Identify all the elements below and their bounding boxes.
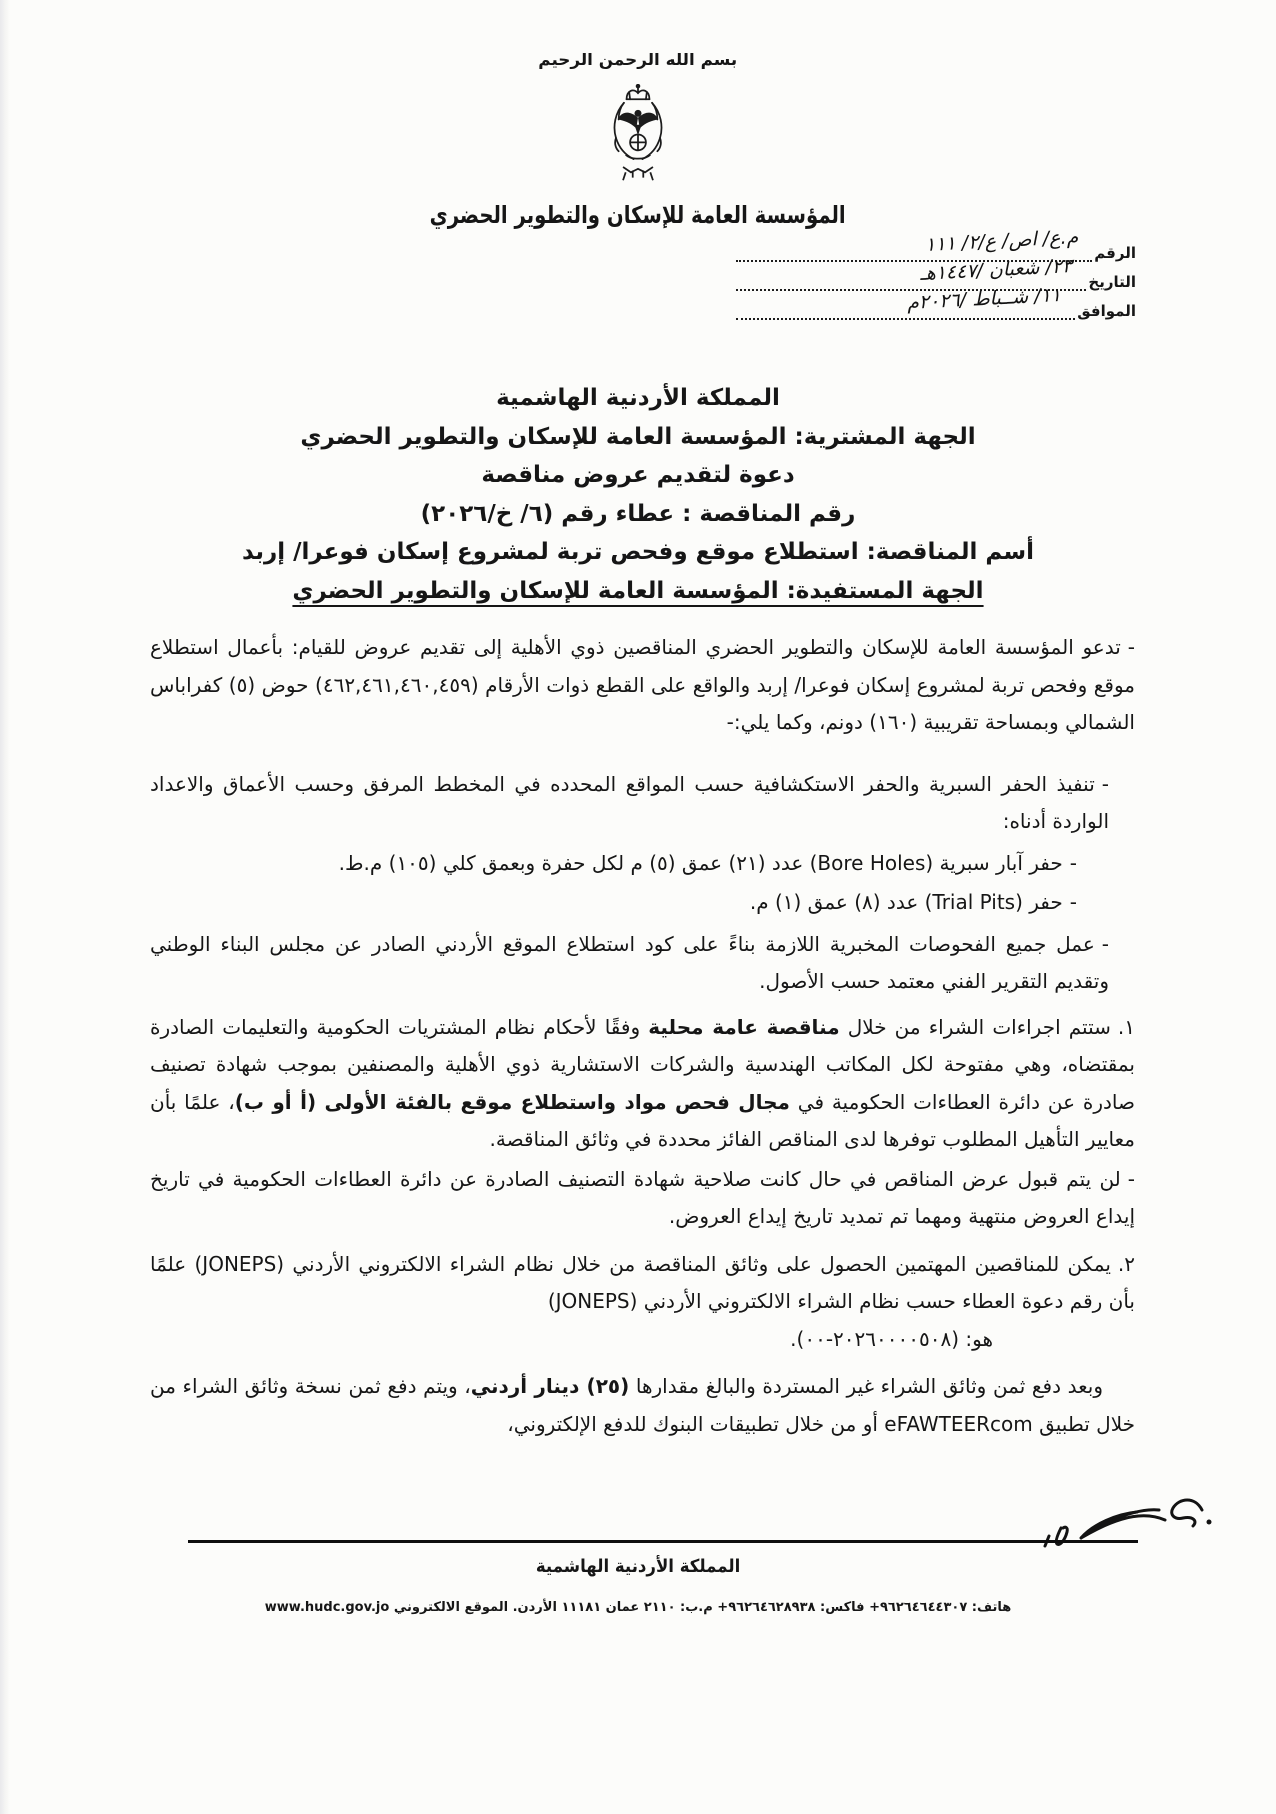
item-number: ٢.	[1117, 1251, 1136, 1276]
classification-note-text: لن يتم قبول عرض المناقص في حال كانت صلاحية شهادة التصنيف الصادرة عن دائرة العطاءات الحكومية في تاريخ إيداع العروض منتهية ومهما تم تمديد تاريخ إيداع العروض.	[150, 1166, 1135, 1228]
joneps-item	[150, 1246, 1135, 1321]
reference-label: الرقم	[1094, 244, 1136, 262]
bullet-dash: -	[1101, 931, 1109, 956]
intro-paragraph	[150, 629, 1135, 742]
footer-contact-line: هاتف: ٩٦٢٦٤٦٤٤٣٠٧+ فاكس: ٩٦٢٦٤٦٢٨٩٣٨+ م.ب: ٢١١٠ عمان ١١١٨١ الأردن. الموقع الالكتروني www.hudc.gov.jo	[264, 1600, 1012, 1615]
payment-paragraph	[150, 1368, 1135, 1443]
reference-label: الموافق	[1077, 302, 1136, 320]
reference-block	[736, 226, 1136, 320]
lab-tests-text: عمل جميع الفحوصات المخبرية اللازمة بناءً على كود استطلاع الموقع الأردني الصادر عن مجلس البناء الوطني وتقديم التقرير الفني معتمد حسب الأصول.	[150, 931, 1109, 993]
intro-text: تدعو المؤسسة العامة للإسكان والتطوير الحضري المناقصين ذوي الأهلية إلى تقديم عروض للقيام: بأعمال استطلاع موقع وفحص تربة لمشروع إسكان فوعرا/ إربد والواقع على القطع ذوات الأرقام (٤٦٢,٤٦١,٤٦٠,٤٥٩) حوض (٥) كفراباس الشمالي وبمساحة تقريبية (١٦٠) دونم، وكما يلي:-	[150, 635, 1136, 734]
heading-tender-number: رقم المناقصة : عطاء رقم (٦/ خ/٢٠٢٦)	[420, 500, 856, 527]
organization-calligraphy	[0, 201, 1276, 229]
works-bullet	[150, 766, 1109, 841]
document-body	[150, 629, 1135, 1443]
bullet-dash: -	[1127, 635, 1135, 659]
lab-tests-bullet	[150, 926, 1109, 1001]
reference-handwritten-value: ١١/ شــباط /٢٠٢٦م	[906, 283, 1062, 315]
procurement-emph-2: مجال فحص مواد واستطلاع موقع بالفئة الأولى (أ أو ب)	[234, 1089, 790, 1114]
document-headings	[0, 379, 1276, 610]
reference-handwritten-value: ٢٣/ شعبان /١٤٤٧هـ	[919, 255, 1073, 285]
reference-row-number	[736, 226, 1136, 262]
trialpit-text: حفر (Trial Pits) عدد (٨) عمق (١) م.	[749, 890, 1063, 914]
reference-label: التاريخ	[1088, 273, 1136, 291]
reference-dotted-line	[736, 283, 1075, 320]
payment-text-2: ، ويتم دفع ثمن نسخة وثائق الشراء من خلال تطبيق eFAWTEERcom أو من خلال تطبيقات البنوك للدفع الإلكتروني،	[150, 1374, 1135, 1436]
separator-rule	[188, 1540, 1138, 1543]
procurement-text-3: ، علمًا بأن معايير التأهيل المطلوب توفرها لدى المناقص الفائز محددة في وثائق المناقصة.	[150, 1089, 1135, 1151]
payment-text-1: وبعد دفع ثمن وثائق الشراء غير المستردة والبالغ مقدارها	[629, 1374, 1103, 1398]
reference-row-gregorian-date	[736, 283, 1136, 320]
bullet-dash: -	[1127, 1166, 1135, 1191]
jordan-coat-of-arms-icon	[594, 84, 682, 192]
bullet-dash: -	[1069, 850, 1077, 875]
works-text: تنفيذ الحفر السبرية والحفر الاستكشافية حسب المواقع المحدده في المخطط المرفق وحسب الأعماق والاعداد الواردة أدناه:	[150, 771, 1109, 833]
procurement-item	[150, 1009, 1135, 1159]
joneps-number-line: هو: (٢٠٢٦٠٠٠٠٥٠٨-٠٠).	[790, 1326, 993, 1351]
organization-name-text: المؤسسة العامة للإسكان والتطوير الحضري	[430, 201, 846, 229]
bullet-dash: -	[1069, 890, 1077, 914]
heading-invitation: دعوة لتقديم عروض مناقصة	[481, 462, 795, 488]
borehole-subbullet	[150, 845, 1077, 883]
heading-kingdom: المملكة الأردنية الهاشمية	[496, 385, 780, 411]
joneps-text: يمكن للمناقصين المهتمين الحصول على وثائق المناقصة من خلال نظام الشراء الالكتروني الأردني (JONEPS) علمًا بأن رقم دعوة العطاء حسب نظام الشراء الالكتروني الأردني (JONEPS)	[150, 1251, 1135, 1313]
footer-kingdom-title	[0, 1556, 1276, 1577]
heading-buyer: الجهة المشترية: المؤسسة العامة للإسكان والتطوير الحضري	[300, 423, 976, 450]
footer-kingdom-text: المملكة الأردنية الهاشمية	[535, 1556, 741, 1577]
procurement-text-2: وفقًا لأحكام نظام المشتريات الحكومية والتعليمات الصادرة بمقتضاه، وهي مفتوحة لكل المكاتب الهندسية والشركات الاستشارية ذوي الأهلية والمصنفين بموجب شهادة تصنيف صادرة عن دائرة العطاءات الحكومية في	[150, 1014, 1135, 1114]
heading-beneficiary: الجهة المستفيدة: المؤسسة العامة للإسكان والتطوير الحضري	[292, 577, 984, 604]
reference-row-hijri-date	[736, 255, 1136, 291]
bismillah-text: بسم الله الرحمن الرحيم	[538, 50, 738, 69]
procurement-emph-1: مناقصة عامة محلية	[648, 1014, 840, 1039]
reference-handwritten-value: م.ع/ اص/ ع/٢/ ١١١	[924, 226, 1079, 256]
payment-emph: (٢٥) دينار أردني	[470, 1374, 630, 1398]
procurement-text-1: ستتم اجراءات الشراء من خلال	[839, 1014, 1111, 1039]
classification-note	[150, 1161, 1135, 1236]
scan-edge-shadow	[0, 0, 10, 1814]
item-number: ١.	[1117, 1014, 1135, 1039]
bullet-dash: -	[1101, 771, 1109, 796]
signature-scribble	[997, 1458, 1272, 1558]
borehole-text: حفر آبار سبرية (Bore Holes) عدد (٢١) عمق (٥) م لكل حفرة وبعمق كلي (١٠٥) م.ط.	[338, 850, 1063, 875]
trialpit-subbullet	[150, 884, 1077, 922]
heading-tender-name: أسم المناقصة: استطلاع موقع وفحص تربة لمشروع إسكان فوعرا/ إربد	[242, 539, 1034, 565]
bismillah-calligraphy	[0, 50, 1276, 69]
